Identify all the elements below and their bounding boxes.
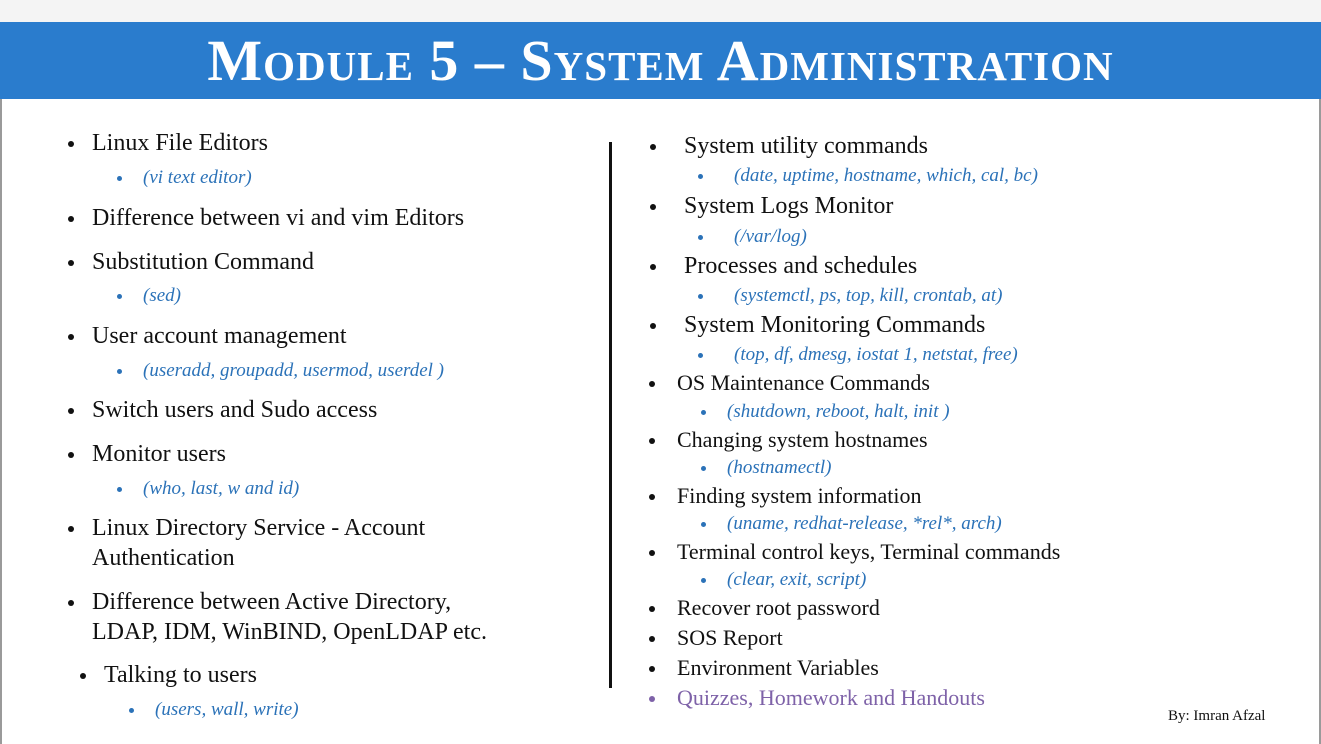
list-item: Linux Directory Service - Account xyxy=(92,515,426,541)
list-subitem: (clear, exit, script) xyxy=(727,569,867,590)
list-item: Switch users and Sudo access xyxy=(92,397,378,423)
title-banner xyxy=(0,22,1321,99)
list-subitem: (who, last, w and id) xyxy=(143,478,300,499)
list-item-continuation: LDAP, IDM, WinBIND, OpenLDAP etc. xyxy=(92,619,488,645)
list-subitem: (vi text editor) xyxy=(143,167,252,188)
list-item: SOS Report xyxy=(677,625,783,650)
list-item: Linux File Editors xyxy=(92,130,268,156)
list-item: Changing system hostnames xyxy=(677,427,928,452)
list-subitem: (systemctl, ps, top, kill, crontab, at) xyxy=(734,285,1003,306)
list-item: Difference between Active Directory, xyxy=(92,589,452,615)
top-strip xyxy=(0,0,1321,22)
list-subitem: (shutdown, reboot, halt, init ) xyxy=(727,401,950,422)
list-item: OS Maintenance Commands xyxy=(677,370,930,395)
list-subitem: (uname, redhat-release, *rel*, arch) xyxy=(727,513,1002,534)
list-item: Difference between vi and vim Editors xyxy=(92,205,465,231)
list-item: System Monitoring Commands xyxy=(684,312,986,338)
list-item-highlight: Quizzes, Homework and Handouts xyxy=(677,685,985,710)
list-item: Talking to users xyxy=(104,662,257,688)
list-subitem: (date, uptime, hostname, which, cal, bc) xyxy=(734,165,1038,186)
author-credit: By: Imran Afzal xyxy=(1168,708,1266,724)
list-item: Finding system information xyxy=(677,483,922,508)
list-item: User account management xyxy=(92,323,347,349)
list-item: Substitution Command xyxy=(92,249,315,275)
list-subitem: (users, wall, write) xyxy=(155,699,299,720)
list-item: Terminal control keys, Terminal commands xyxy=(677,539,1061,564)
list-subitem: (hostnamectl) xyxy=(727,457,832,478)
list-subitem: (top, df, dmesg, iostat 1, netstat, free) xyxy=(734,344,1018,365)
list-item: System utility commands xyxy=(684,133,928,159)
list-item-continuation: Authentication xyxy=(92,545,235,571)
list-subitem: (useradd, groupadd, usermod, userdel ) xyxy=(143,360,444,381)
list-item: Environment Variables xyxy=(677,655,879,680)
list-subitem: (/var/log) xyxy=(734,226,807,247)
list-subitem: (sed) xyxy=(143,285,181,306)
list-item: Monitor users xyxy=(92,441,226,467)
list-item: Processes and schedules xyxy=(684,253,918,279)
list-item: Recover root password xyxy=(677,595,880,620)
slide-title: Module 5 – System Administration xyxy=(207,28,1114,93)
column-divider xyxy=(609,142,612,688)
list-item: System Logs Monitor xyxy=(684,193,894,219)
